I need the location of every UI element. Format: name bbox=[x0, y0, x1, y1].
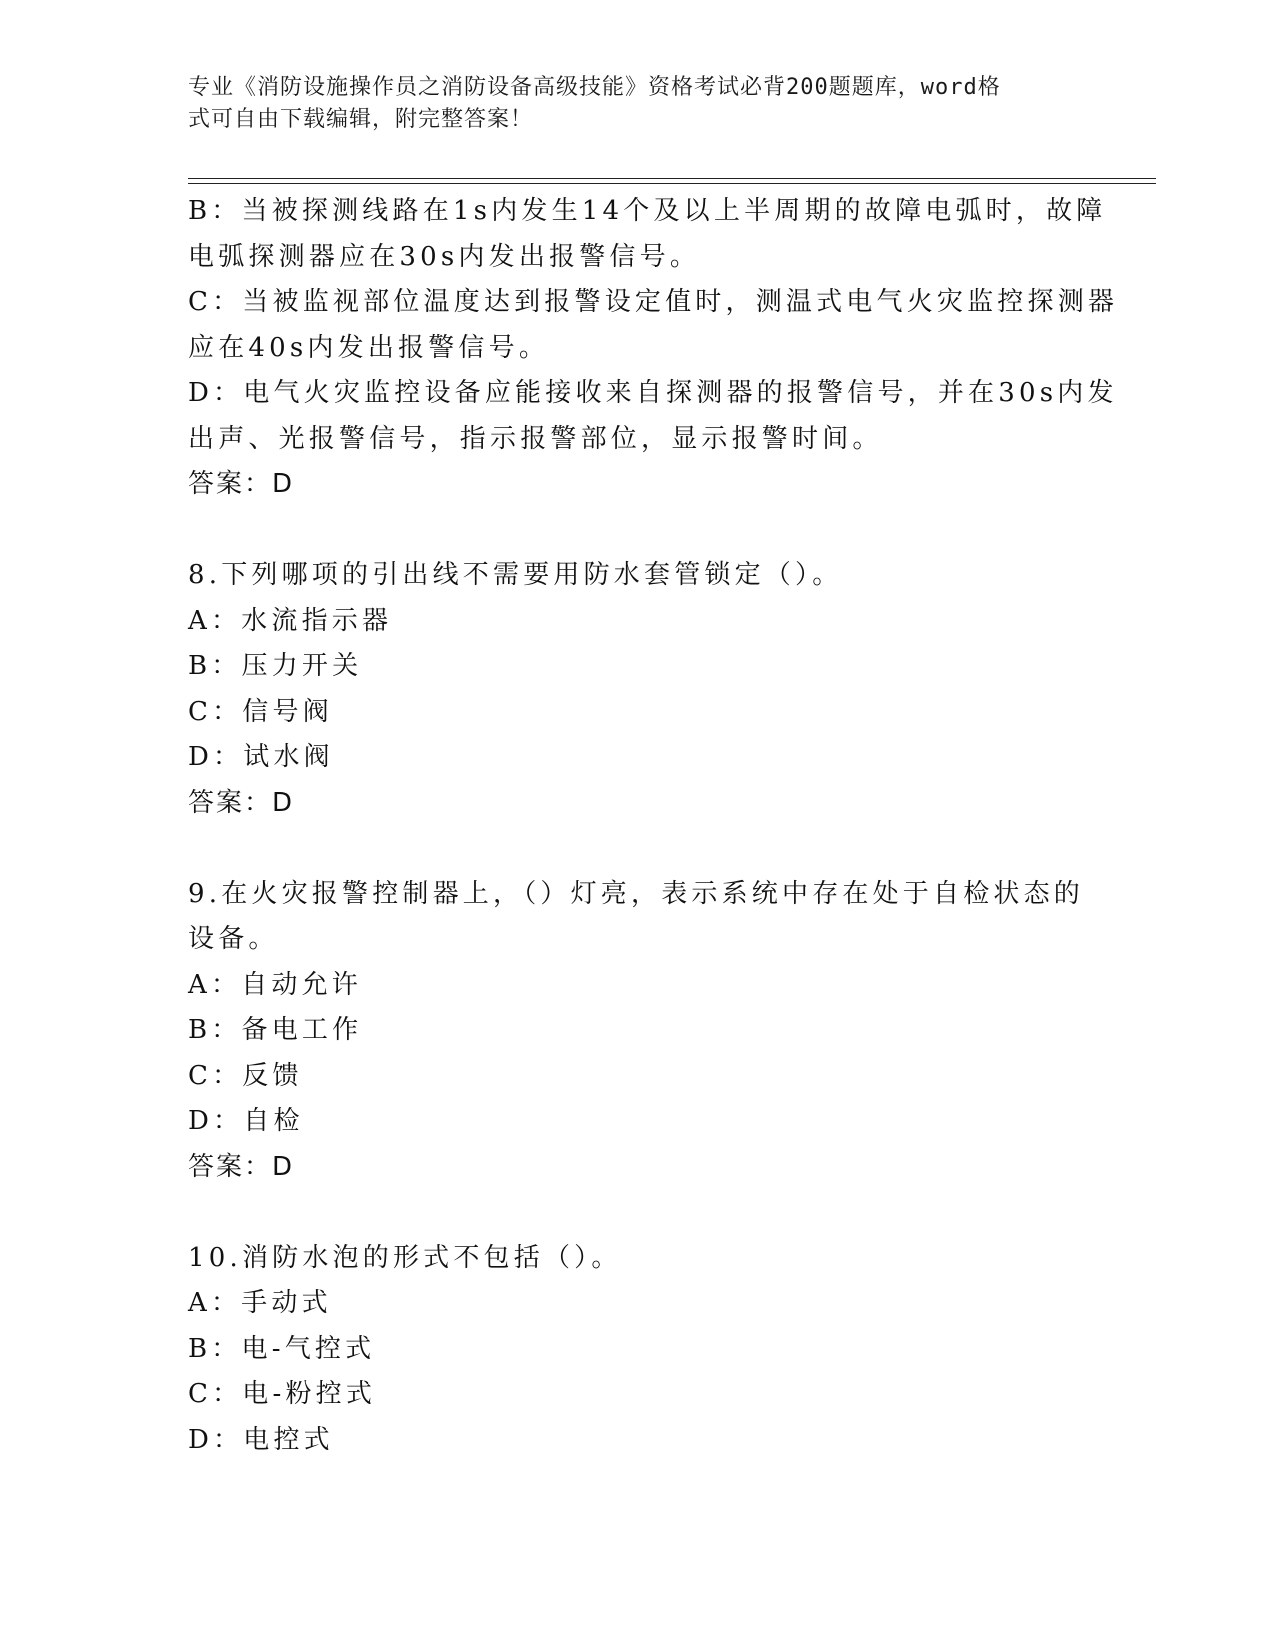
option-b: B：备电工作 bbox=[188, 1015, 363, 1045]
option-b: B：电-气控式 bbox=[188, 1333, 376, 1364]
document-body bbox=[188, 189, 1119, 1463]
question-text: 10.消防水泡的形式不包括（）。 bbox=[188, 1242, 622, 1273]
header-line-2: 式可自由下载编辑，附完整答案！ bbox=[188, 107, 534, 132]
answer-line: 答案：D bbox=[188, 787, 295, 818]
option-c: C：电-粉控式 bbox=[188, 1379, 377, 1409]
question-10 bbox=[188, 1236, 1088, 1464]
option-d: D：试水阀 bbox=[188, 742, 334, 772]
question-7 bbox=[188, 189, 1119, 508]
question-9 bbox=[188, 872, 1088, 1191]
option-a: A：自动允许 bbox=[188, 969, 362, 1000]
answer-line: 答案：D bbox=[188, 469, 295, 499]
option-line: B：当被探测线路在1s内发生14个及以上半周期的故障电弧时，故障 bbox=[188, 196, 1107, 226]
option-line: D：电气火灾监控设备应能接收来自探测器的报警信号，并在30s内发 bbox=[188, 378, 1118, 408]
option-c: C：反馈 bbox=[188, 1060, 303, 1091]
option-c: C：信号阀 bbox=[188, 696, 333, 727]
question-text-continued: 设备。 bbox=[188, 924, 279, 954]
header-divider-top bbox=[188, 178, 1156, 179]
answer-line: 答案：D bbox=[188, 1151, 295, 1182]
header-divider-bottom bbox=[188, 183, 1156, 184]
question-text: 9.在火灾报警控制器上，（）灯亮，表示系统中存在处于自检状态的 bbox=[188, 878, 1085, 909]
document-header bbox=[188, 72, 1068, 136]
question-8 bbox=[188, 553, 1088, 826]
option-b: B：压力开关 bbox=[188, 651, 363, 681]
option-line: 出声、光报警信号，指示报警部位，显示报警时间。 bbox=[188, 423, 883, 454]
header-line-1: 专业《消防设施操作员之消防设备高级技能》资格考试必背200题题库，word格 bbox=[188, 75, 1001, 100]
spacer bbox=[188, 508, 1088, 554]
spacer bbox=[188, 826, 1088, 872]
spacer bbox=[188, 1190, 1088, 1236]
option-a: A：水流指示器 bbox=[188, 605, 393, 636]
option-d: D：电控式 bbox=[188, 1424, 334, 1455]
option-line: C：当被监视部位温度达到报警设定值时，测温式电气火灾监控探测器 bbox=[188, 287, 1119, 317]
option-line: 应在40s内发出报警信号。 bbox=[188, 332, 550, 363]
option-line: 电弧探测器应在30s内发出报警信号。 bbox=[188, 241, 701, 272]
option-d: D：自检 bbox=[188, 1106, 304, 1136]
option-a: A：手动式 bbox=[188, 1288, 332, 1318]
question-text: 8.下列哪项的引出线不需要用防水套管锁定（）。 bbox=[188, 560, 843, 590]
